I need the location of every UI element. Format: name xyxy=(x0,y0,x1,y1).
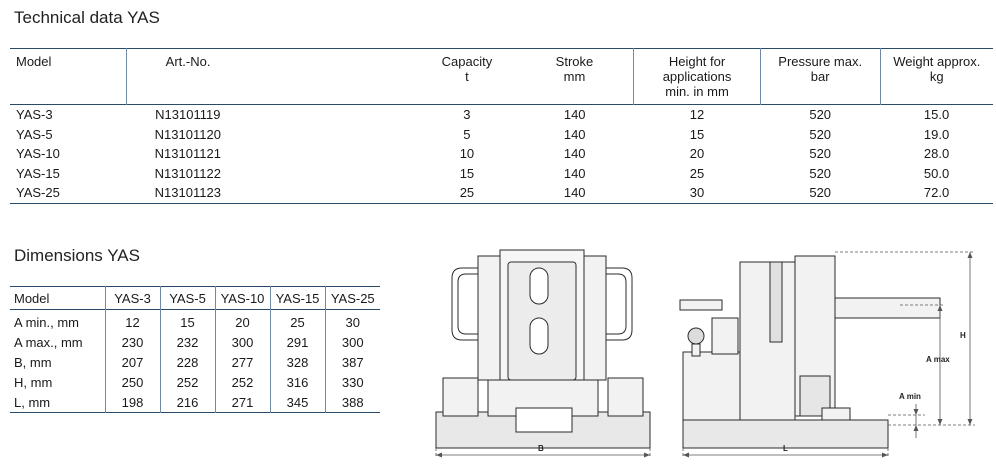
cell-value: 291 xyxy=(270,332,325,352)
cell-value: 216 xyxy=(160,392,215,413)
cell-weight: 28.0 xyxy=(923,146,950,161)
row-label: L, mm xyxy=(14,394,51,410)
header-yas-10: YAS-10 xyxy=(215,287,270,310)
cell-value: 252 xyxy=(215,372,270,392)
cell-art-no: N13101122 xyxy=(154,165,221,181)
row-label: A max., mm xyxy=(14,334,83,350)
cell-pressure: 520 xyxy=(809,185,832,200)
dimension-label-l: L xyxy=(783,444,788,453)
dimension-label-a-min: A min xyxy=(899,392,921,401)
cell-value: 25 xyxy=(270,310,325,333)
cell-value: 230 xyxy=(105,332,160,352)
cell-value: 207 xyxy=(105,352,160,372)
dimension-label-b: B xyxy=(538,444,544,453)
cell-stroke: 140 xyxy=(563,185,586,200)
cell-value: 328 xyxy=(270,352,325,372)
cell-model: YAS-25 xyxy=(16,185,60,200)
cell-value: 300 xyxy=(215,332,270,352)
row-label: A min., mm xyxy=(14,314,80,330)
cell-value: 345 xyxy=(270,392,325,413)
cell-stroke: 140 xyxy=(563,146,586,161)
cell-art-no: N13101120 xyxy=(154,126,221,142)
cell-value: 30 xyxy=(325,310,380,333)
cell-pressure: 520 xyxy=(809,126,832,142)
cell-value: 387 xyxy=(325,352,380,372)
cell-height-min: 25 xyxy=(689,165,705,181)
header-model: Model xyxy=(16,54,52,69)
header-model: Model xyxy=(14,290,50,306)
header-capacity: Capacity t xyxy=(441,54,493,84)
side-view-drawing xyxy=(680,256,940,448)
cell-value: 300 xyxy=(325,332,380,352)
cell-capacity: 15 xyxy=(459,165,475,181)
cell-model: YAS-3 xyxy=(16,107,53,122)
cell-art-no: N13101119 xyxy=(155,107,221,122)
cell-model: YAS-10 xyxy=(16,146,60,161)
cell-value: 15 xyxy=(160,310,215,333)
technical-data-title: Technical data YAS xyxy=(14,8,160,27)
cell-weight: 72.0 xyxy=(923,185,950,200)
cell-capacity: 25 xyxy=(459,185,475,200)
cell-value: 388 xyxy=(325,392,380,413)
header-yas-3: YAS-3 xyxy=(105,287,160,310)
cell-height-min: 20 xyxy=(689,146,705,161)
cell-height-min: 12 xyxy=(689,107,705,122)
cell-pressure: 520 xyxy=(809,146,832,161)
cell-height-min: 30 xyxy=(689,185,705,200)
header-stroke: Stroke mm xyxy=(555,54,594,84)
cell-stroke: 140 xyxy=(563,165,586,181)
cell-value: 12 xyxy=(105,310,160,333)
dimensions-title: Dimensions YAS xyxy=(14,246,140,265)
cell-value: 232 xyxy=(160,332,215,352)
cell-value: 20 xyxy=(215,310,270,333)
dimension-label-a-max: A max xyxy=(926,355,950,364)
dimension-label-h: H xyxy=(960,331,966,340)
cell-weight: 50.0 xyxy=(923,165,950,181)
cell-capacity: 10 xyxy=(459,146,475,161)
header-yas-25: YAS-25 xyxy=(325,287,380,310)
cell-height-min: 15 xyxy=(689,126,705,142)
cell-value: 250 xyxy=(105,372,160,392)
cell-stroke: 140 xyxy=(563,126,586,142)
row-label: B, mm xyxy=(14,354,52,370)
header-art-no: Art.-No. xyxy=(126,49,249,105)
cell-value: 198 xyxy=(105,392,160,413)
header-height-for-applications: Height for applications min. in mm xyxy=(634,49,761,105)
cell-art-no: N13101121 xyxy=(154,146,221,161)
cell-weight: 19.0 xyxy=(923,126,950,142)
cell-pressure: 520 xyxy=(809,165,832,181)
header-yas-15: YAS-15 xyxy=(270,287,325,310)
cell-capacity: 5 xyxy=(463,126,471,142)
cell-value: 271 xyxy=(215,392,270,413)
header-weight-approx: Weight approx. kg xyxy=(880,49,993,105)
cell-model: YAS-15 xyxy=(16,165,60,181)
cell-value: 277 xyxy=(215,352,270,372)
header-yas-5: YAS-5 xyxy=(160,287,215,310)
cell-value: 316 xyxy=(270,372,325,392)
cell-weight: 15.0 xyxy=(923,107,950,122)
cell-capacity: 3 xyxy=(463,107,471,122)
cell-value: 228 xyxy=(160,352,215,372)
cell-pressure: 520 xyxy=(809,107,832,122)
cell-stroke: 140 xyxy=(563,107,586,122)
cell-model: YAS-5 xyxy=(16,126,53,142)
row-label: H, mm xyxy=(14,374,53,390)
cell-value: 330 xyxy=(325,372,380,392)
cell-value: 252 xyxy=(160,372,215,392)
cell-art-no: N13101123 xyxy=(154,185,221,200)
front-view-drawing xyxy=(436,250,650,448)
header-pressure-max: Pressure max. bar xyxy=(760,49,880,105)
